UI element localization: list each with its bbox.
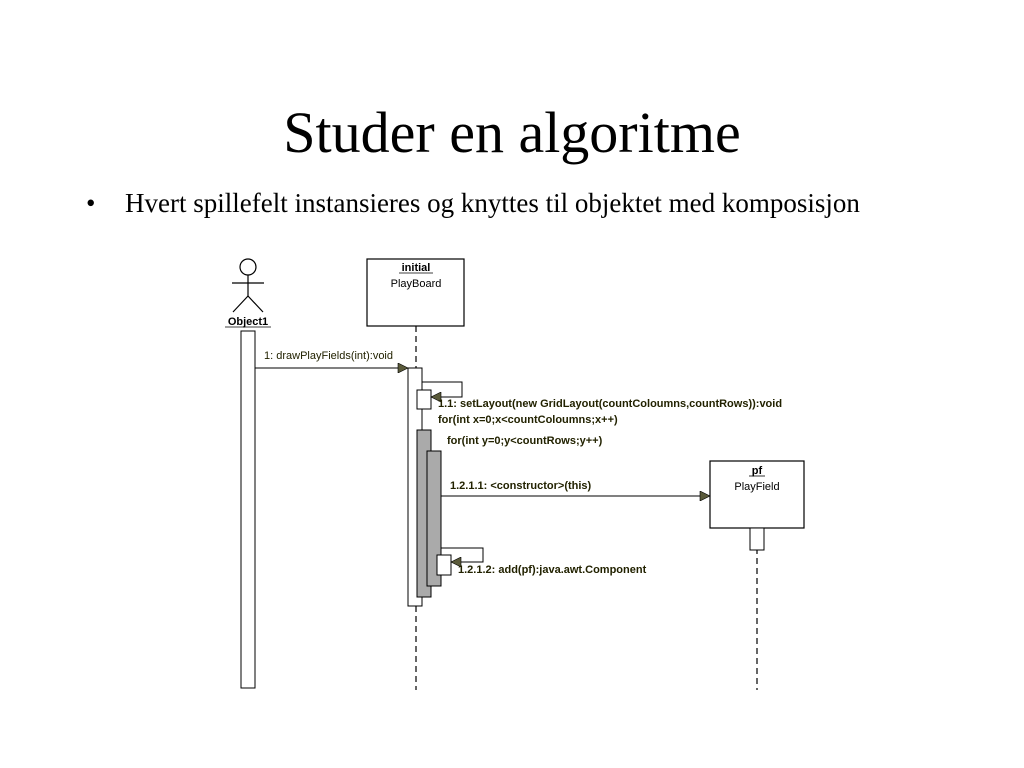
object-pf-playfield [710,461,804,528]
message-label-1: 1: drawPlayFields(int):void [264,350,393,362]
message-label-1-2-1-2: 1.2.1.2: add(pf):java.awt.Component [458,564,647,576]
actor-head [240,259,256,275]
activation-add [437,555,451,575]
object-name: initial [401,262,431,274]
loop-y-label: for(int y=0;y<countRows;y++) [447,435,603,447]
bullet-marker: • [86,188,96,218]
bullet-text: Hvert spillefelt instansieres og knyttes til objektet med komposisjon [125,188,860,218]
actor-leg-right [248,296,263,312]
message-label-1-1: 1.1: setLayout(new GridLayout(countColoumns,countRows)):void [438,398,783,410]
actor-object1 [225,259,271,328]
object-name: pf [751,465,763,477]
object-class: PlayBoard [390,278,442,290]
object-class: PlayField [734,481,780,493]
message-label-1-2-1-1: 1.2.1.1: <constructor>(this) [450,480,592,492]
object-initial-playboard [367,259,464,326]
activation-object1 [241,331,255,688]
actor-label: Object1 [227,316,269,328]
activation-pf [750,528,764,550]
slide-title: Studer en algoritme [283,100,741,165]
actor-leg-left [233,296,248,312]
loop-x-label: for(int x=0;x<countColoumns;x++) [438,414,618,426]
activation-setlayout [417,390,431,409]
